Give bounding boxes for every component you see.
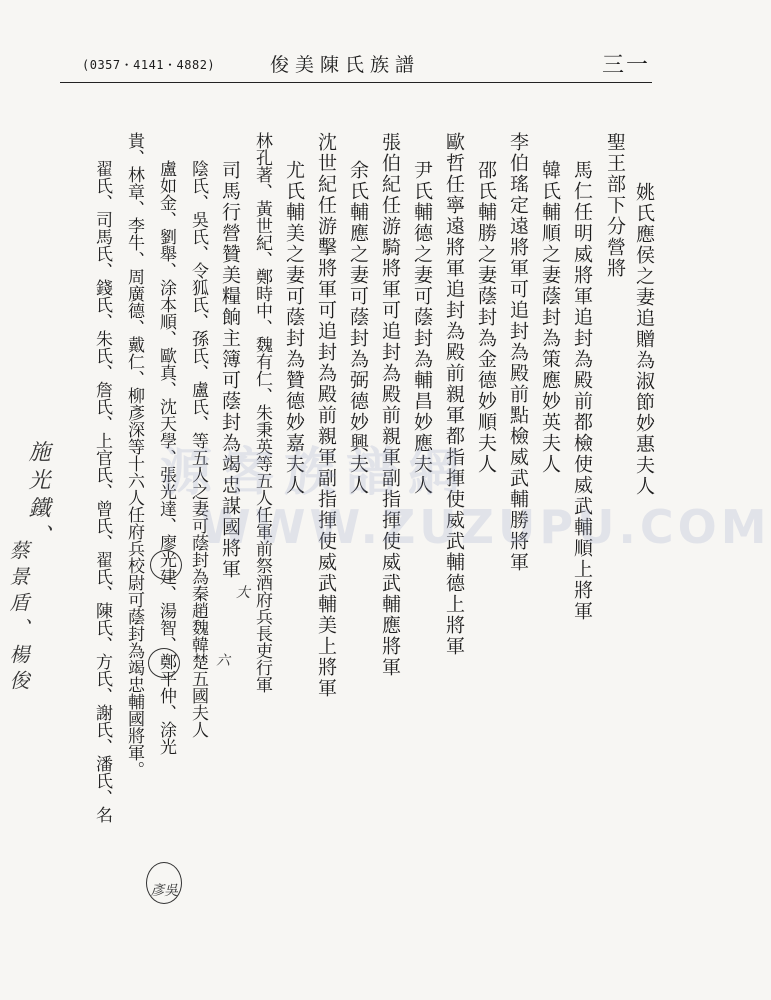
text-column-13: 林孔著、黃世紀、鄭時中、魏有仁、朱秉英等五人任軍前祭酒府兵長吏行軍 [252,132,272,693]
text-column-2: 聖王部下分營將 [604,132,626,279]
text-column-14: 司馬行營贊美糧餉主簿可蔭封為竭忠謀國將軍 [219,160,241,580]
phone-number: (0357・4141・4882) [82,58,216,72]
header-rule [60,82,652,83]
text-column-4: 韓氏輔順之妻蔭封為策應妙英夫人 [539,160,561,475]
handwritten-note-1: 施光鐵、 [25,440,50,552]
text-column-1: 姚氏應侯之妻追贈為淑節妙惠夫人 [633,182,655,497]
text-column-7: 歐哲任寧遠將軍追封為殿前親軍都指揮使威武輔德上將軍 [443,132,465,657]
handwritten-mark-a: 大 [236,585,250,601]
text-column-17: 貴、林章、李牛、周廣德、戴仁、柳彥深等十六人任府兵校尉可蔭封為竭忠輔國將軍。 [124,132,144,778]
book-title: 俊美陳氏族譜 [270,54,421,76]
handwritten-note-2: 蔡景盾、楊俊 [6,540,30,696]
text-column-12: 尤氏輔美之妻可蔭封為贊德妙嘉夫人 [283,160,305,496]
handwritten-mark-c: 彥吳 [150,883,178,899]
page-header [60,46,650,80]
text-column-16: 盧如金、劉舉、涂本順、歐真、沈天學、張光達、廖光建、湯智、鄭平仲、涂光 [156,160,176,755]
text-column-18: 翟氏、司馬氏、錢氏、朱氏、詹氏、上官氏、曾氏、翟氏、陳氏、方氏、謝氏、潘氏、名 [92,160,112,823]
text-column-9: 張伯紀任游騎將軍可追封為殿前親軍副指揮使威武輔應將軍 [379,132,401,678]
page-number: 三一 [601,53,650,78]
watermark-text: 源客族譜網 [160,443,471,503]
handwritten-mark-b: 六 [216,653,230,669]
text-column-10: 余氏輔應之妻可蔭封為弼德妙興夫人 [347,160,369,496]
ink-circle-3 [146,862,182,904]
text-column-5: 李伯瑤定遠將軍可追封為殿前點檢威武輔勝將軍 [507,132,529,573]
ink-circle-2 [148,648,180,678]
text-column-8: 尹氏輔德之妻可蔭封為輔昌妙應夫人 [411,160,433,496]
text-column-11: 沈世紀任游擊將軍可追封為殿前親軍副指揮使威武輔美上將軍 [315,132,337,699]
watermark-url: WWW.ZUZUPU.COM [200,500,771,554]
text-column-6: 邵氏輔勝之妻蔭封為金德妙順夫人 [475,160,497,475]
text-column-3: 馬仁任明威將軍追封為殿前都檢使威武輔順上將軍 [571,160,593,622]
text-column-15: 陰氏、吳氏、令狐氏、孫氏、盧氏、等五人之妻可蔭封為秦趙魏韓楚五國夫人 [188,160,208,738]
ink-circle-1 [150,550,182,580]
